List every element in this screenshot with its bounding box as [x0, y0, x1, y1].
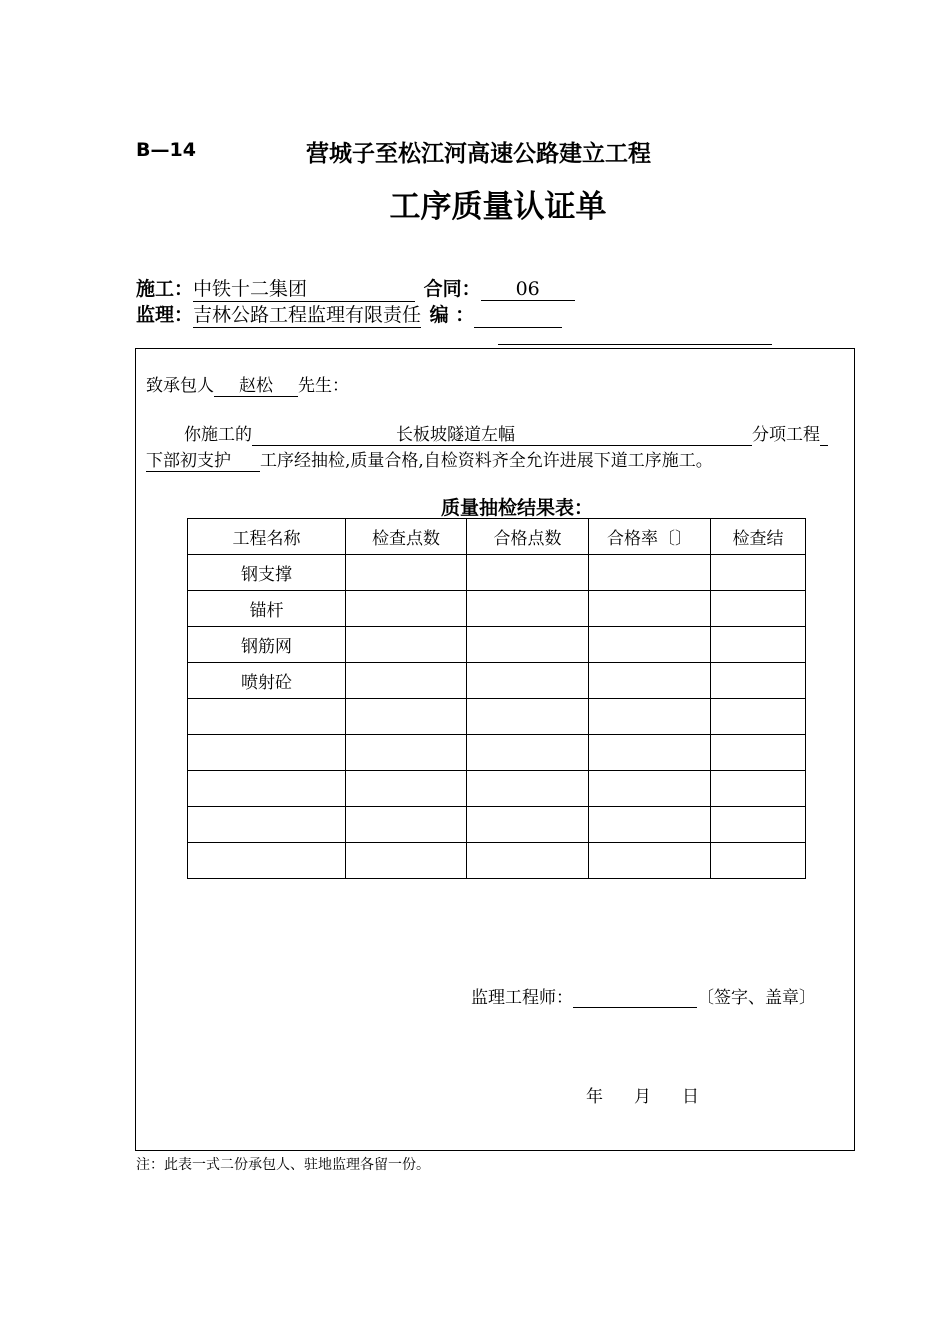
paragraph-line-2	[146, 446, 713, 472]
supervision-label: 监理：	[136, 304, 194, 326]
table-cell	[188, 735, 346, 771]
table-cell	[467, 735, 589, 771]
signature-suffix: 〔签字、盖章〕	[697, 988, 816, 1008]
salutation-prefix: 致承包人	[146, 376, 214, 396]
header-cell: 检查点数	[346, 519, 467, 555]
signature-blank	[573, 989, 697, 1008]
table-row	[188, 627, 806, 663]
table-row	[188, 843, 806, 879]
construction-label: 施工：	[136, 278, 194, 300]
table-row	[188, 735, 806, 771]
table-row	[188, 807, 806, 843]
table-cell	[589, 627, 711, 663]
project-title: 营城子至松江河高速公路建立工程	[306, 141, 651, 167]
header-cell: 检查结	[711, 519, 806, 555]
contract-value: 06	[481, 278, 575, 301]
header-cell: 合格点数	[467, 519, 589, 555]
table-title: 质量抽检结果表：	[440, 497, 593, 519]
table-cell	[346, 699, 467, 735]
construction-line	[136, 274, 575, 302]
header-underline	[498, 344, 772, 345]
table-cell	[346, 591, 467, 627]
table-cell	[711, 663, 806, 699]
location-value: 长板坡隧道左幅	[252, 420, 752, 446]
table-row	[188, 699, 806, 735]
table-cell: 钢支撑	[188, 555, 346, 591]
para-suffix: 工序经抽检,质量合格,自检资料齐全允许进展下道工序施工。	[260, 451, 713, 471]
table-cell	[711, 807, 806, 843]
subitem-label: 分项工程	[752, 425, 820, 445]
document-title: 工序质量认证单	[389, 189, 607, 225]
table-cell	[188, 843, 346, 879]
table-cell	[711, 627, 806, 663]
date-month-label: 月	[634, 1087, 651, 1107]
table-cell	[711, 699, 806, 735]
table-cell	[346, 555, 467, 591]
table-cell	[346, 663, 467, 699]
table-cell	[711, 843, 806, 879]
table-cell	[711, 555, 806, 591]
table-cell	[188, 771, 346, 807]
table-row	[188, 555, 806, 591]
table-cell	[711, 591, 806, 627]
table-row	[188, 663, 806, 699]
table-cell: 喷射砼	[188, 663, 346, 699]
table-cell	[589, 699, 711, 735]
table-row	[188, 591, 806, 627]
form-code: B—14	[136, 139, 196, 161]
construction-value: 中铁十二集团	[193, 274, 415, 302]
table-cell	[711, 771, 806, 807]
table-cell	[589, 807, 711, 843]
table-cell	[467, 807, 589, 843]
recipient-name: 赵松	[214, 371, 298, 397]
table-cell	[467, 843, 589, 879]
table-cell	[346, 807, 467, 843]
table-cell	[467, 663, 589, 699]
number-blank	[474, 307, 562, 328]
table-cell: 锚杆	[188, 591, 346, 627]
table-row	[188, 771, 806, 807]
table-cell: 钢筋网	[188, 627, 346, 663]
subitem-blank	[820, 427, 828, 446]
table-cell	[467, 555, 589, 591]
number-label: 编 ：	[429, 304, 475, 326]
quality-result-table	[187, 518, 806, 879]
supervision-value: 吉林公路工程监理有限责任	[193, 300, 421, 328]
table-cell	[589, 735, 711, 771]
table-cell	[467, 771, 589, 807]
table-cell	[467, 699, 589, 735]
date-day-label: 日	[682, 1087, 699, 1107]
para-prefix: 你施工的	[184, 425, 252, 445]
footnote: 注：此表一式二份承包人、驻地监理各留一份。	[136, 1157, 430, 1173]
date-line	[586, 1082, 699, 1107]
table-cell	[589, 591, 711, 627]
table-cell	[467, 627, 589, 663]
table-cell	[188, 699, 346, 735]
table-cell	[589, 771, 711, 807]
table-cell	[589, 663, 711, 699]
contract-label: 合同：	[423, 278, 481, 300]
table-header-row	[188, 519, 806, 555]
salutation	[146, 371, 349, 397]
table-cell	[188, 807, 346, 843]
table-cell	[467, 591, 589, 627]
table-cell	[346, 627, 467, 663]
table-cell	[346, 771, 467, 807]
supervision-line	[136, 300, 562, 328]
table-cell	[711, 735, 806, 771]
salutation-suffix: 先生：	[298, 376, 349, 396]
paragraph-line-1	[184, 420, 828, 446]
table-cell	[589, 555, 711, 591]
table-cell	[589, 843, 711, 879]
header-cell: 工程名称	[188, 519, 346, 555]
date-year-label: 年	[586, 1087, 603, 1107]
table-cell	[346, 735, 467, 771]
signature-label: 监理工程师：	[471, 988, 573, 1008]
table-cell	[346, 843, 467, 879]
signature-line	[471, 983, 816, 1008]
process-name: 下部初支护	[146, 446, 260, 472]
header-cell: 合格率〔〕	[589, 519, 711, 555]
